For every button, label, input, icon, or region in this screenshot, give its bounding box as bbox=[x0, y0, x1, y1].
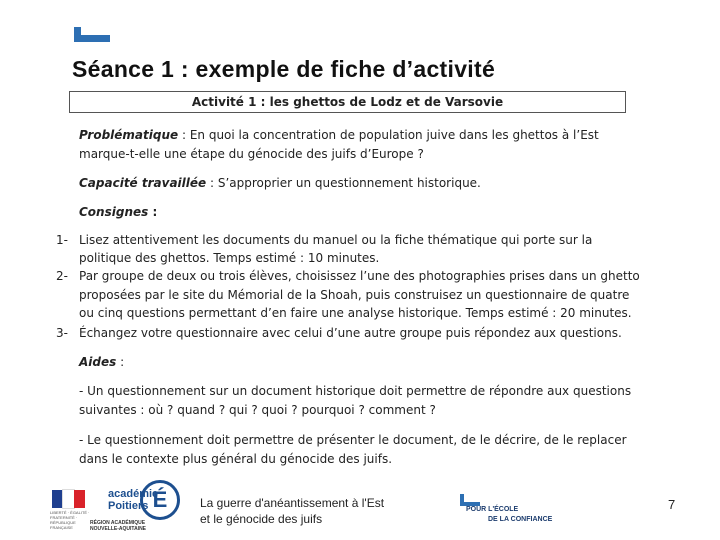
activity-title: Activité 1 : les ghettos de Lodz et de Varsovie bbox=[191, 95, 504, 109]
consignes-heading: Consignes : bbox=[79, 205, 158, 219]
aide-2-line-2: dans le contexte plus général du génocide des juifs. bbox=[79, 452, 393, 466]
aides-heading: Aides : bbox=[79, 355, 125, 369]
problematique-line-2: marque-t-elle une étape du génocide des juifs d’Europe ? bbox=[79, 147, 424, 161]
capacite-line: Capacité travaillée : S’approprier un questionnement historique. bbox=[79, 176, 481, 190]
aide-1-line-2: suivantes : où ? quand ? qui ? quoi ? pourquoi ? comment ? bbox=[79, 403, 436, 417]
problematique-line-1: Problématique : En quoi la concentration de population juive dans les ghettos à l’Est bbox=[79, 128, 599, 142]
item-3-line-1: Échangez votre questionnaire avec celui d’une autre groupe puis répondez aux questions. bbox=[79, 326, 622, 340]
item-number: 2- bbox=[56, 269, 68, 283]
item-2-line-2: proposées par le site du Mémorial de la Shoah, puis construisez un questionnaire de quatre bbox=[79, 288, 630, 302]
footer-chapter-title: La guerre d'anéantissement à l'Est et le génocide des juifs bbox=[200, 496, 385, 526]
ecole-confiance-logo: POUR L'ÉCOLE DE LA CONFIANCE bbox=[460, 494, 570, 530]
item-2-line-3: ou cinq questions permettant d’en faire une analyse historique. Temps estimé : 20 minutes. bbox=[79, 306, 632, 320]
region-label: RÉGION ACADÉMIQUE NOUVELLE-AQUITAINE bbox=[90, 520, 147, 532]
item-2-line-1: Par groupe de deux ou trois élèves, choisissez l’une des photographies prises dans un ghetto bbox=[79, 269, 640, 283]
academie-label: académie Poitiers bbox=[108, 488, 159, 512]
item-1-line-1: Lisez attentivement les documents du manuel ou la fiche thématique qui porte sur la bbox=[79, 233, 593, 247]
republique-flag-icon bbox=[52, 490, 86, 508]
problematique-label: Problématique bbox=[79, 128, 179, 142]
aide-2-line-1: - Le questionnement doit permettre de présenter le document, de le décrire, de le replacer bbox=[79, 433, 627, 447]
capacite-label: Capacité travaillée bbox=[79, 176, 207, 190]
item-number: 1- bbox=[56, 233, 68, 247]
item-1-line-2: politique des ghettos. Temps estimé : 10 minutes. bbox=[79, 251, 380, 265]
academie-poitiers-logo bbox=[48, 480, 168, 536]
e-emblem-icon: É bbox=[140, 480, 180, 520]
rf-motto: LIBERTÉ · ÉGALITÉ · FRATERNITÉ · RÉPUBLIQUE FRANÇAISE bbox=[50, 510, 90, 530]
header-logo-bar bbox=[74, 27, 110, 42]
activity-title-box bbox=[69, 91, 626, 113]
page-number: 7 bbox=[668, 497, 676, 512]
aide-1-line-1: - Un questionnement sur un document historique doit permettre de répondre aux questions bbox=[79, 384, 632, 398]
slide-title: Séance 1 : exemple de fiche d’activité bbox=[72, 56, 496, 82]
item-number: 3- bbox=[56, 326, 68, 340]
